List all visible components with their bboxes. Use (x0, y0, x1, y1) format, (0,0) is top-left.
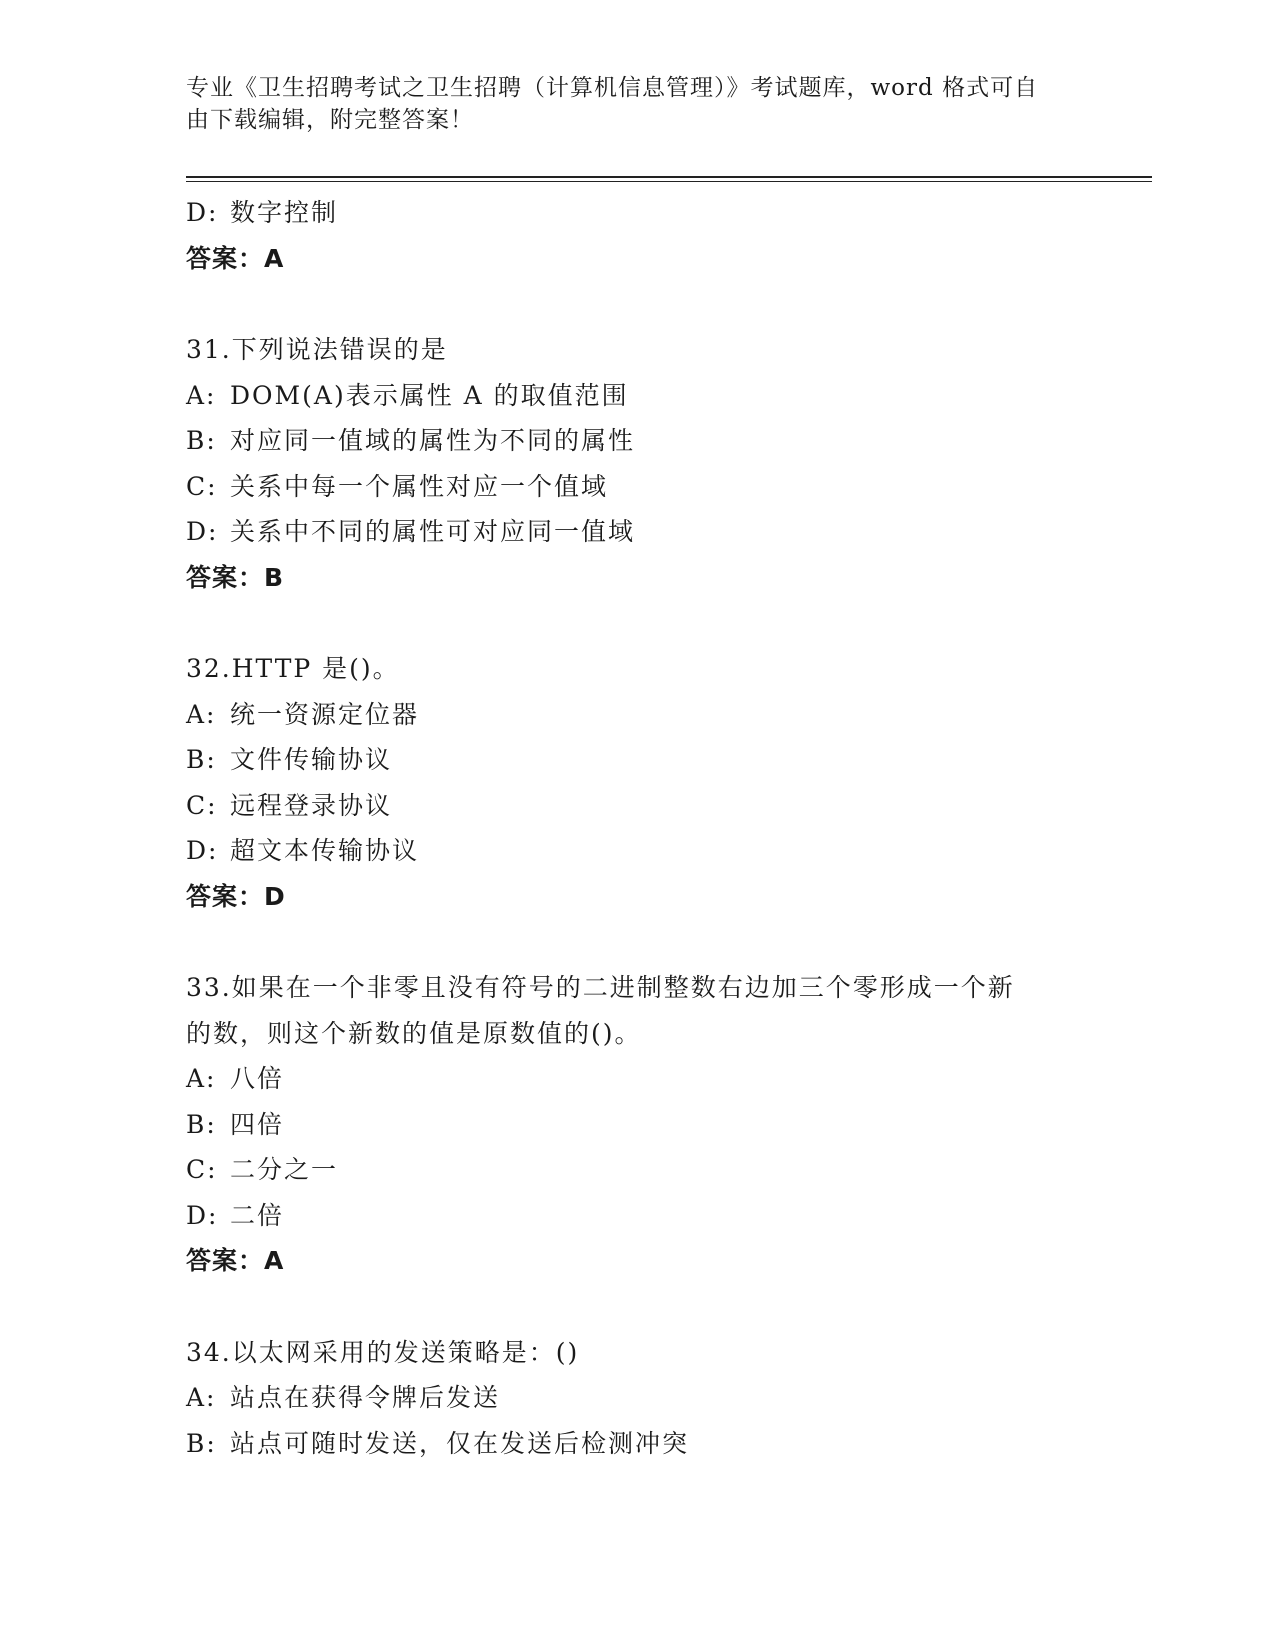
option-a: A: DOM(A)表示属性 A 的取值范围 (186, 380, 629, 410)
header-line-2: 由下载编辑，附完整答案！ (186, 107, 474, 133)
option-b: B: 对应同一值域的属性为不同的属性 (186, 426, 636, 455)
option-b: B: 文件传输协议 (186, 745, 393, 774)
answer-line: 答案：B (186, 562, 285, 592)
option-c: C: 二分之一 (186, 1155, 339, 1184)
question-stem-33-line-1: 33.如果在一个非零且没有符号的二进制整数右边加三个零形成一个新 (186, 973, 1015, 1002)
option-a: A: 统一资源定位器 (186, 699, 420, 729)
option-b: B: 四倍 (186, 1109, 285, 1139)
question-stem-33-line-2: 的数，则这个新数的值是原数值的()。 (186, 1018, 642, 1048)
option-d: D: 数字控制 (186, 198, 339, 227)
question-list (186, 190, 1086, 1466)
option-d: D: 超文本传输协议 (186, 836, 420, 865)
answer-line: 答案：A (186, 243, 285, 273)
answer-line: 答案：D (186, 881, 286, 911)
option-a: A: 站点在获得令牌后发送 (186, 1383, 501, 1412)
question-stem-34: 34.以太网采用的发送策略是：() (186, 1337, 580, 1367)
option-a: A: 八倍 (186, 1064, 285, 1093)
option-c: C: 关系中每一个属性对应一个值域 (186, 471, 609, 501)
answer-line: 答案：A (186, 1246, 285, 1275)
option-c: C: 远程登录协议 (186, 790, 393, 820)
option-b: B: 站点可随时发送，仅在发送后检测冲突 (186, 1428, 690, 1458)
document-header (186, 72, 1066, 136)
question-stem-32: 32.HTTP 是()。 (186, 654, 400, 683)
option-d: D: 关系中不同的属性可对应同一值域 (186, 517, 636, 546)
header-divider (186, 176, 1152, 182)
option-d: D: 二倍 (186, 1200, 285, 1230)
question-stem-31: 31.下列说法错误的是 (186, 335, 448, 364)
header-line-1: 专业《卫生招聘考试之卫生招聘（计算机信息管理）》考试题库，word 格式可自 (186, 75, 1039, 101)
